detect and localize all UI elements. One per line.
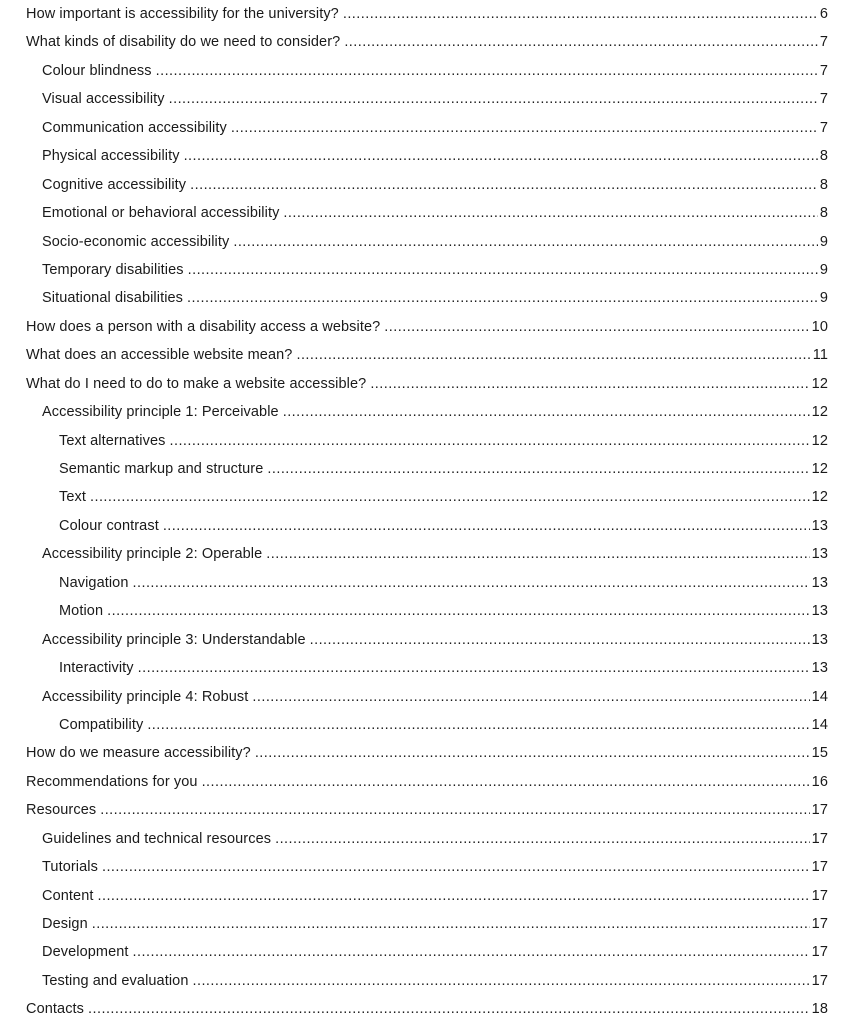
toc-entry-label: Motion <box>59 603 104 620</box>
dot-leader <box>283 199 817 227</box>
toc-entry-label: Interactivity <box>59 660 134 677</box>
toc-entry[interactable] <box>0 796 828 824</box>
toc-entry-label: Temporary disabilities <box>42 261 184 278</box>
toc-entry-page: 11 <box>812 347 828 364</box>
toc-entry[interactable] <box>0 0 828 28</box>
toc-entry-page: 15 <box>811 745 828 762</box>
dot-leader <box>184 142 818 170</box>
toc-entry[interactable] <box>0 882 828 910</box>
toc-entry-page: 9 <box>819 290 828 307</box>
toc-entry[interactable] <box>0 427 828 455</box>
toc-entry-label: Semantic markup and structure <box>59 461 264 477</box>
toc-entry-label: Cognitive accessibility <box>42 176 187 193</box>
toc-entry[interactable] <box>0 142 828 170</box>
dot-leader <box>296 341 810 369</box>
toc-entry-label: What do I need to do to make a website accessible? <box>26 375 367 392</box>
toc-entry-page: 16 <box>811 773 828 790</box>
dot-leader <box>266 540 809 568</box>
toc-entry-label: Socio-economic accessibility <box>42 233 230 250</box>
toc-entry[interactable] <box>0 512 828 540</box>
toc-entry-page: 12 <box>811 489 828 506</box>
toc-entry-label: Emotional or behavioral accessibility <box>42 205 280 222</box>
dot-leader <box>102 853 810 881</box>
toc-entry-page: 9 <box>819 261 828 278</box>
toc-entry[interactable] <box>0 114 828 142</box>
dot-leader <box>163 512 810 540</box>
dot-leader <box>90 483 810 511</box>
toc-entry[interactable] <box>0 370 828 398</box>
toc-entry-label: Accessibility principle 3: Understandable <box>42 631 306 648</box>
toc-entry[interactable] <box>0 28 828 56</box>
toc-entry-page: 8 <box>819 176 828 193</box>
toc-entry-label: Contacts <box>26 1001 85 1018</box>
dot-leader <box>267 455 809 483</box>
toc-entry-label: Recommendations for you <box>26 773 198 790</box>
toc-entry-label: What does an accessible website mean? <box>26 347 293 364</box>
toc-entry[interactable] <box>0 683 828 711</box>
toc-entry-page: 7 <box>819 119 828 136</box>
toc-entry-label: What kinds of disability do we need to consider? <box>26 34 341 51</box>
dot-leader <box>188 256 818 284</box>
toc-entry-page: 14 <box>811 688 828 705</box>
toc-entry[interactable] <box>0 569 828 597</box>
toc-entry-label: How important is accessibility for the university? <box>26 6 339 22</box>
toc-entry-page: 13 <box>811 660 828 677</box>
toc-entry-page: 13 <box>811 631 828 648</box>
dot-leader <box>310 626 810 654</box>
toc-entry-label: Text <box>59 489 86 506</box>
toc-entry-page: 12 <box>811 432 828 449</box>
toc-entry-label: How do we measure accessibility? <box>26 745 251 762</box>
toc-entry-page: 18 <box>811 1001 828 1018</box>
toc-entry-page: 9 <box>819 233 828 250</box>
toc-entry-label: Development <box>42 944 129 961</box>
dot-leader <box>283 398 810 426</box>
toc-entry-label: How does a person with a disability access a website? <box>26 318 381 335</box>
toc-entry-label: Colour blindness <box>42 62 152 79</box>
toc-entry-page: 17 <box>811 802 828 819</box>
toc-entry[interactable] <box>0 825 828 853</box>
dot-leader <box>107 597 810 625</box>
toc-entry-page: 12 <box>811 375 828 392</box>
dot-leader <box>231 114 818 142</box>
dot-leader <box>384 313 809 341</box>
toc-entry[interactable] <box>0 768 828 796</box>
toc-entry[interactable] <box>0 626 828 654</box>
toc-entry[interactable] <box>0 711 828 739</box>
dot-leader <box>190 171 818 199</box>
toc-entry-label: Colour contrast <box>59 517 159 534</box>
dot-leader <box>275 825 810 853</box>
dot-leader <box>138 654 810 682</box>
dot-leader <box>88 995 810 1023</box>
toc-entry[interactable] <box>0 910 828 938</box>
toc-entry-label: Testing and evaluation <box>42 972 189 989</box>
dot-leader <box>133 569 810 597</box>
toc-entry[interactable] <box>0 853 828 881</box>
dot-leader <box>233 228 817 256</box>
dot-leader <box>156 57 818 85</box>
dot-leader <box>252 683 809 711</box>
toc-entry-page: 17 <box>811 944 828 961</box>
toc-entry[interactable] <box>0 455 828 483</box>
dot-leader <box>193 967 810 995</box>
toc-entry[interactable] <box>0 284 828 312</box>
dot-leader <box>187 284 818 312</box>
toc-entry-page: 7 <box>819 91 828 108</box>
dot-leader <box>100 796 809 824</box>
dot-leader <box>202 768 810 796</box>
toc-entry-page: 8 <box>819 148 828 165</box>
toc-entry-page: 17 <box>811 916 828 932</box>
toc-entry[interactable] <box>0 171 828 199</box>
toc-entry-page: 8 <box>819 205 828 222</box>
toc-entry-label: Accessibility principle 4: Robust <box>42 688 249 705</box>
toc-entry[interactable] <box>0 739 828 767</box>
toc-entry-label: Text alternatives <box>59 432 166 449</box>
toc-entry-label: Compatibility <box>59 716 144 733</box>
toc-entry-label: Accessibility principle 2: Operable <box>42 546 263 563</box>
dot-leader <box>133 938 810 966</box>
toc-entry[interactable] <box>0 995 828 1023</box>
toc-entry[interactable] <box>0 483 828 511</box>
toc-entry-label: Design <box>42 916 88 932</box>
dot-leader <box>169 85 818 113</box>
toc-entry-label: Resources <box>26 802 97 819</box>
toc-entry-page: 17 <box>811 972 828 989</box>
toc-entry[interactable] <box>0 540 828 568</box>
toc-entry-page: 13 <box>811 517 828 534</box>
toc-entry-page: 14 <box>811 716 828 733</box>
toc-entry[interactable] <box>0 85 828 113</box>
toc-entry[interactable] <box>0 256 828 284</box>
dot-leader <box>255 739 810 767</box>
toc-entry-label: Visual accessibility <box>42 91 165 108</box>
toc-entry-label: Situational disabilities <box>42 290 184 307</box>
dot-leader <box>92 910 810 938</box>
toc-entry-page: 17 <box>811 887 828 904</box>
toc-entry[interactable] <box>0 597 828 625</box>
toc-entry-label: Tutorials <box>42 859 98 876</box>
toc-entry[interactable] <box>0 938 828 966</box>
dot-leader <box>147 711 809 739</box>
toc-entry[interactable] <box>0 313 828 341</box>
toc-entry-label: Physical accessibility <box>42 148 180 165</box>
dot-leader <box>343 0 818 28</box>
toc-entry[interactable] <box>0 654 828 682</box>
toc-entry-page: 7 <box>819 34 828 51</box>
toc-entry[interactable] <box>0 228 828 256</box>
toc-entry-page: 13 <box>811 603 828 620</box>
toc-entry-page: 6 <box>819 6 828 22</box>
toc-entry[interactable] <box>0 199 828 227</box>
toc-entry-label: Content <box>42 887 94 904</box>
toc-entry[interactable] <box>0 341 828 369</box>
toc-entry-page: 17 <box>811 830 828 847</box>
toc-entry[interactable] <box>0 398 828 426</box>
toc-entry[interactable] <box>0 57 828 85</box>
toc-entry-page: 13 <box>811 546 828 563</box>
toc-entry-page: 17 <box>811 859 828 876</box>
toc-entry-label: Communication accessibility <box>42 119 227 136</box>
dot-leader <box>98 882 810 910</box>
dot-leader <box>370 370 809 398</box>
toc-entry-page: 13 <box>811 574 828 591</box>
toc-entry-label: Guidelines and technical resources <box>42 830 272 847</box>
toc-entry-label: Navigation <box>59 574 129 591</box>
dot-leader <box>344 28 818 56</box>
toc-entry-page: 10 <box>811 318 828 335</box>
dot-leader <box>169 427 809 455</box>
toc-entry-label: Accessibility principle 1: Perceivable <box>42 404 279 421</box>
toc-entry[interactable] <box>0 967 828 995</box>
toc-entry-page: 12 <box>811 461 828 477</box>
toc-entry-page: 12 <box>811 404 828 421</box>
toc-entry-page: 7 <box>819 62 828 79</box>
